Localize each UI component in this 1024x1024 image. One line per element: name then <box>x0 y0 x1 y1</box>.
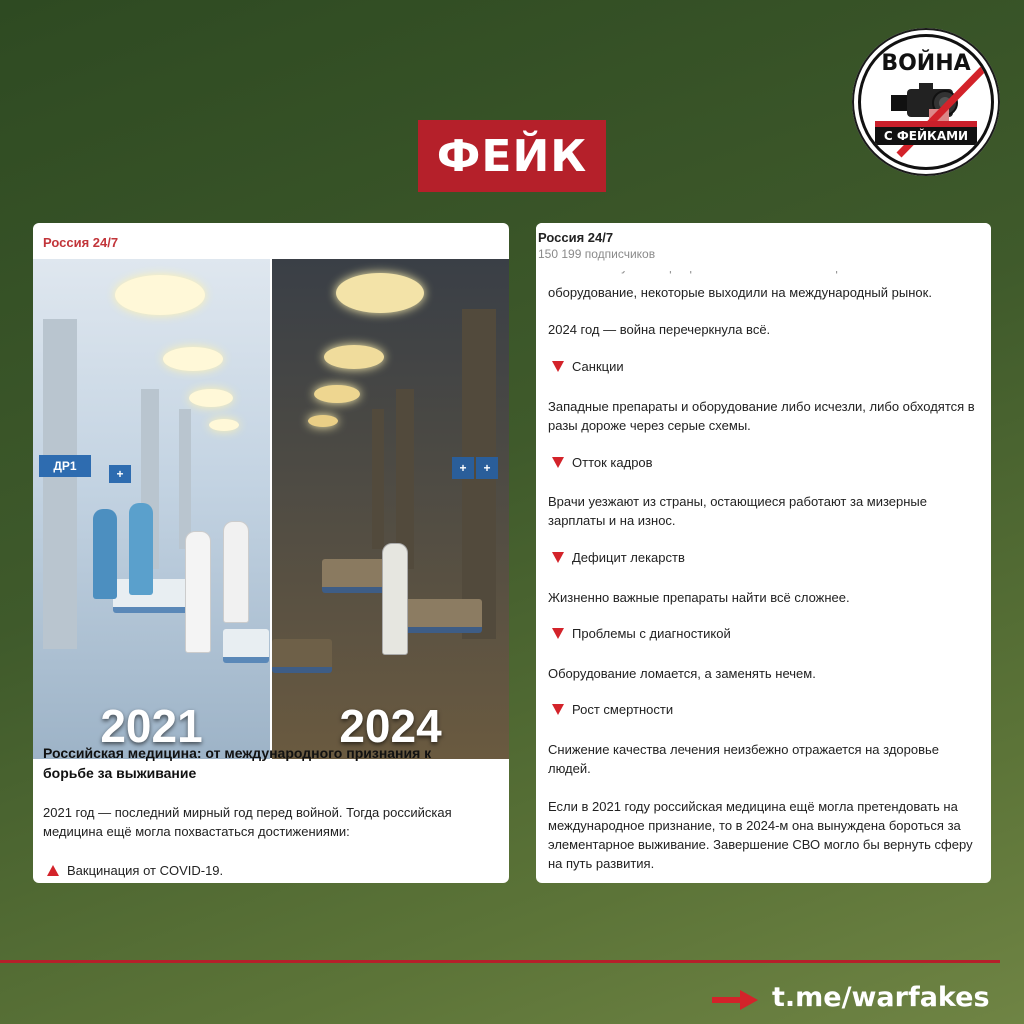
post-headline: Российская медицина: от международного признания к борьбе за выживание <box>43 745 432 781</box>
right-post-screenshot <box>536 223 991 883</box>
image-year-2024: 2024 <box>339 700 442 752</box>
slash-icon <box>861 37 994 170</box>
post-paragraph-2021: 2021 год — последний мирный год перед войной. Тогда российская медицина ещё могла похвастаться достижениями: <box>43 805 452 839</box>
red-triangle-down-icon <box>552 457 564 468</box>
bullet-staff-outflow <box>552 455 653 470</box>
footer-divider <box>0 960 1000 963</box>
bullet-diagnostics <box>552 626 731 641</box>
red-triangle-down-icon <box>552 552 564 563</box>
paragraph-3: Западные препараты и оборудование либо исчезли, либо обходятся в разы дороже через серые схемы. <box>548 399 975 433</box>
image-sign-ward: ДР1 <box>39 455 91 477</box>
red-triangle-down-icon <box>552 628 564 639</box>
image-panel-2024 <box>272 259 509 759</box>
image-sign-cross-3: + <box>476 457 498 479</box>
image-sign-cross-2: + <box>452 457 474 479</box>
red-triangle-down-icon <box>552 361 564 372</box>
bullet-sanctions <box>552 359 624 374</box>
image-sign-cross: + <box>109 465 131 483</box>
fake-badge <box>418 120 606 192</box>
red-triangle-down-icon <box>552 704 564 715</box>
left-channel-name[interactable]: Россия 24/7 <box>43 235 119 250</box>
left-post-screenshot <box>33 223 509 883</box>
bullet-diagnostics-text: Проблемы с диагностикой <box>572 626 731 641</box>
paragraph-6: Оборудование ломается, а заменять нечем. <box>548 666 816 681</box>
war-with-fakes-logo <box>852 28 1000 176</box>
red-triangle-up-icon <box>47 865 59 876</box>
bullet-sanctions-text: Санкции <box>572 359 624 374</box>
paragraph-5: Жизненно важные препараты найти всё сложнее. <box>548 590 850 605</box>
logo-top-text: ВОЙНА <box>881 51 971 76</box>
fake-badge-label: ФЕЙК <box>436 130 588 182</box>
image-panel-2021 <box>33 259 270 759</box>
subscriber-count: 150 199 подписчиков <box>538 247 656 261</box>
bullet-drug-shortage <box>552 550 685 565</box>
paragraph-7: Снижение качества лечения неизбежно отражается на здоровье людей. <box>548 742 940 776</box>
bullet-drug-shortage-text: Дефицит лекарств <box>572 550 685 565</box>
paragraph-2: 2024 год — война перечеркнула всё. <box>548 322 771 337</box>
bullet-mortality <box>552 702 673 717</box>
bullet-vaccination <box>47 863 223 878</box>
right-post-header <box>536 223 991 271</box>
paragraph-4: Врачи уезжают из страны, остающиеся работают за мизерные зарплаты и на износ. <box>548 494 928 528</box>
bullet-vaccination-text: Вакцинация от COVID-19. <box>67 863 224 878</box>
image-year-2021: 2021 <box>100 700 203 752</box>
arrow-right-icon <box>712 990 758 1010</box>
logo-bottom-text: С ФЕЙКАМИ <box>875 127 977 145</box>
bullet-staff-outflow-text: Отток кадров <box>572 455 653 470</box>
post-image <box>33 259 509 759</box>
right-channel-name[interactable]: Россия 24/7 <box>538 230 614 245</box>
paragraph-8: Если в 2021 году российская медицина ещё могла претендовать на международное признание, то в 2024-м она вынуждена бороться за элементарное выживание. Завершение СВО могло бы вернуть сферу на путь развития. <box>548 799 973 871</box>
paragraph-1: оборудование, некоторые выходили на международный рынок. <box>548 285 932 300</box>
telegram-link[interactable]: t.me/warfakes <box>772 982 990 1013</box>
bullet-mortality-text: Рост смертности <box>572 702 674 717</box>
